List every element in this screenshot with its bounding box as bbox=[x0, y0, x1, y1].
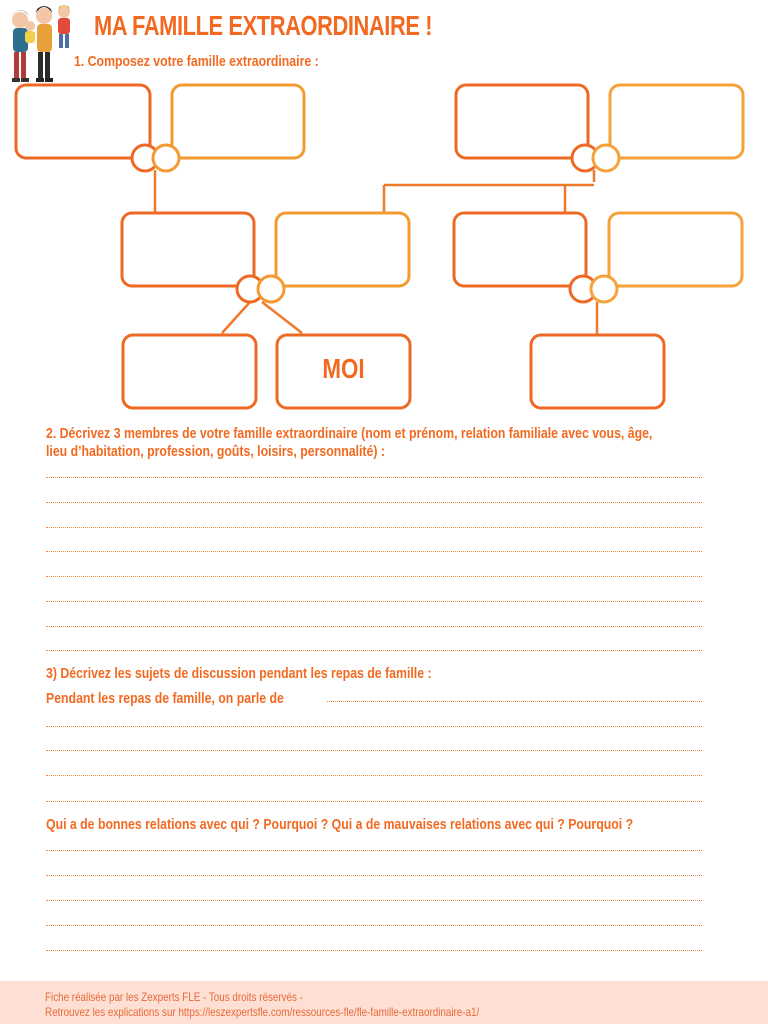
question-2-line-1: 2. Décrivez 3 membres de votre famille extraordinaire (nom et prénom, relation familiale avec vous, âge, bbox=[46, 425, 653, 442]
question-2-line-2: lieu d’habitation, profession, goûts, loisirs, personnalité) : bbox=[46, 443, 385, 460]
page-title: MA FAMILLE EXTRAORDINAIRE ! bbox=[94, 10, 433, 41]
grandparent-box-1[interactable] bbox=[16, 85, 150, 158]
answer-line[interactable] bbox=[46, 601, 702, 602]
answer-line[interactable] bbox=[46, 650, 702, 651]
answer-line[interactable] bbox=[46, 576, 702, 577]
answer-line[interactable] bbox=[46, 900, 702, 901]
answer-line[interactable] bbox=[46, 502, 702, 503]
question-1: 1. Composez votre famille extraordinaire : bbox=[74, 53, 319, 70]
footer-credits: Fiche réalisée par les Zexperts FLE - Tous droits réservés - bbox=[45, 990, 303, 1004]
answer-line[interactable] bbox=[46, 551, 702, 552]
answer-line[interactable] bbox=[46, 726, 702, 727]
parent-box-1[interactable] bbox=[122, 213, 254, 286]
answer-line[interactable] bbox=[46, 477, 702, 478]
footer bbox=[0, 981, 768, 1024]
answer-line[interactable] bbox=[46, 875, 702, 876]
moi-label: MOI bbox=[322, 353, 365, 384]
parent-box-2[interactable] bbox=[276, 213, 409, 286]
answer-line[interactable] bbox=[46, 527, 702, 528]
question-4: Qui a de bonnes relations avec qui ? Pourquoi ? Qui a de mauvaises relations avec qui ? Pourquoi ? bbox=[46, 816, 634, 833]
answer-line[interactable] bbox=[46, 925, 702, 926]
grandparent-box-4[interactable] bbox=[610, 85, 743, 158]
cousin-box[interactable] bbox=[531, 335, 664, 408]
grandparent-box-2[interactable] bbox=[172, 85, 304, 158]
sibling-box[interactable] bbox=[123, 335, 256, 408]
question-3-prompt: Pendant les repas de famille, on parle de bbox=[46, 690, 284, 707]
grandparent-box-3[interactable] bbox=[456, 85, 588, 158]
footer-link[interactable]: Retrouvez les explications sur https://leszexpertsfle.com/ressources-fle/fle-famille-extraordinaire-a1/ bbox=[45, 1005, 480, 1019]
parent-box-3[interactable] bbox=[454, 213, 586, 286]
question-3: 3) Décrivez les sujets de discussion pendant les repas de famille : bbox=[46, 665, 432, 682]
answer-line[interactable] bbox=[46, 775, 702, 776]
answer-line[interactable] bbox=[327, 701, 702, 702]
answer-line[interactable] bbox=[46, 626, 702, 627]
answer-line[interactable] bbox=[46, 850, 702, 851]
answer-line[interactable] bbox=[46, 750, 702, 751]
answer-line[interactable] bbox=[46, 950, 702, 951]
answer-line[interactable] bbox=[46, 801, 702, 802]
parent-box-4[interactable] bbox=[609, 213, 742, 286]
